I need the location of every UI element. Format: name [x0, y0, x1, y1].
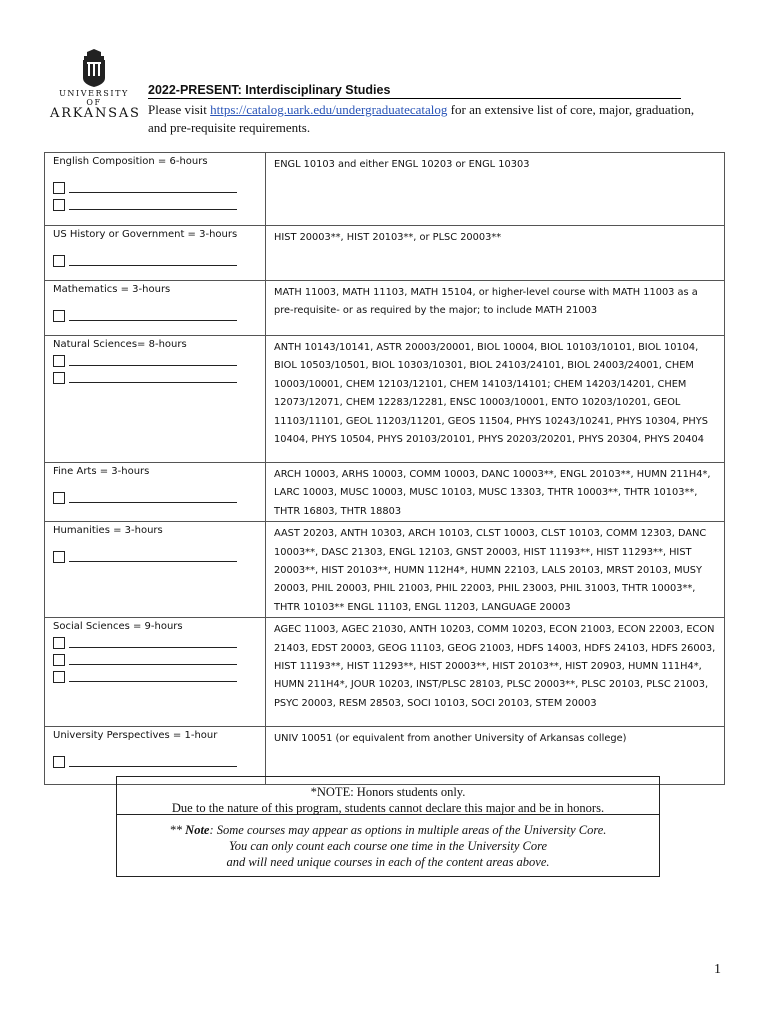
university-logo	[50, 48, 141, 121]
logo-line-arkansas: ARKANSAS	[50, 106, 141, 121]
area-cell	[45, 522, 266, 618]
checkbox[interactable]	[53, 756, 65, 768]
notes-box	[116, 776, 660, 877]
checkbox[interactable]	[53, 182, 65, 194]
university-seal-icon	[79, 48, 109, 88]
area-cell	[45, 153, 266, 226]
course-options-cell	[266, 522, 725, 618]
course-entry[interactable]	[53, 651, 259, 668]
area-label: Humanities = 3-hours	[53, 525, 163, 537]
checkbox[interactable]	[53, 372, 65, 384]
course-blank-line[interactable]	[69, 492, 237, 503]
course-entry[interactable]	[53, 307, 259, 324]
intro-suffix: for an extensive list of core, major, graduation, and pre-requisite requirements.	[148, 102, 695, 135]
requirements-table	[44, 152, 725, 785]
course-blank-line[interactable]	[69, 182, 237, 193]
course-options-text: MATH 11003, MATH 11103, MATH 15104, or higher-level course with MATH 11003 as a pre-requisite- or as required by the major; to include MATH 21003	[274, 287, 698, 317]
checkbox[interactable]	[53, 355, 65, 367]
area-label: English Composition = 6-hours	[53, 156, 208, 167]
requirement-row	[45, 618, 725, 727]
page-number: 1	[714, 962, 721, 977]
core-note-line-1	[117, 822, 659, 838]
course-blank-line[interactable]	[69, 671, 237, 682]
core-note-line-2: You can only count each course one time in the University Core	[228, 839, 548, 853]
core-note-bold: Note	[185, 823, 210, 837]
course-options-cell	[266, 281, 725, 336]
course-blank-line[interactable]	[69, 199, 237, 210]
area-label: Natural Sciences= 8-hours	[53, 339, 187, 350]
course-entry[interactable]	[53, 352, 259, 369]
course-entry[interactable]	[53, 668, 259, 685]
area-cell	[45, 281, 266, 336]
course-entry[interactable]	[53, 548, 259, 565]
course-blank-line[interactable]	[69, 551, 237, 562]
page-title: 2022-PRESENT: Interdisciplinary Studies	[148, 83, 681, 99]
course-blank-line[interactable]	[69, 637, 237, 648]
checkbox[interactable]	[53, 199, 65, 211]
course-blank-line[interactable]	[69, 310, 237, 321]
catalog-link[interactable]: https://catalog.uark.edu/undergraduatecatalog	[210, 102, 448, 117]
area-label: US History or Government = 3-hours	[53, 229, 238, 240]
checkbox[interactable]	[53, 551, 65, 563]
course-options-text: ANTH 10143/10141, ASTR 20003/20001, BIOL 10004, BIOL 10103/10101, BIOL 10104, BIOL 10503/10501, BIOL 10303/10301, BIOL 24103/24101, BIOL 24003/24001, CHEM 10003/10001, CHEM 12103/12101, CHEM 14103/14101; CHEM 14203/14201, CHEM 12073/12071, CHEM 12283/12281, ENSC 10003/10001, ENTO 10203/10201, GEOL 11103/11101, GEOL 11203/11201, GEOS 11504, PHYS 10243/10241, PHYS 10304, PHYS 10404, PHYS 10504, PHYS 20103/20101, PHYS 20203/20201, PHYS 20304, PHYS 20404	[274, 342, 708, 446]
course-blank-line[interactable]	[69, 654, 237, 665]
course-entry[interactable]	[53, 634, 259, 651]
requirement-row	[45, 336, 725, 463]
area-label: Mathematics = 3-hours	[53, 284, 171, 295]
requirement-row	[45, 522, 725, 618]
course-options-cell	[266, 463, 725, 522]
course-entry[interactable]	[53, 179, 259, 196]
course-entry[interactable]	[53, 369, 259, 386]
checkbox[interactable]	[53, 255, 65, 267]
course-blank-line[interactable]	[69, 372, 237, 383]
honors-note-title: *NOTE: Honors students only.	[310, 785, 466, 799]
checkbox[interactable]	[53, 637, 65, 649]
intro-prefix: Please visit	[148, 102, 211, 117]
area-label: Fine Arts = 3-hours	[53, 466, 150, 477]
honors-note-body: Due to the nature of this program, students cannot declare this major and be in honors.	[171, 801, 605, 815]
requirement-row	[45, 463, 725, 522]
course-options-text: HIST 20003**, HIST 20103**, or PLSC 20003**	[274, 232, 502, 243]
course-entry[interactable]	[53, 489, 259, 506]
area-cell	[45, 618, 266, 727]
course-blank-line[interactable]	[69, 255, 237, 266]
course-options-text: ARCH 10003, ARHS 10003, COMM 10003, DANC 10003**, ENGL 20103**, HUMN 211H4*, LARC 10003, MUSC 10003, MUSC 10103, MUSC 13303, THTR 10003**, THTR 10103**, THTR 16803, THTR 18803	[274, 469, 711, 517]
course-options-text: UNIV 10051 (or equivalent from another University of Arkansas college)	[274, 733, 627, 745]
checkbox[interactable]	[53, 671, 65, 683]
area-cell	[45, 336, 266, 463]
core-note-prefix: **	[169, 823, 186, 837]
logo-line-university: UNIVERSITY OF	[59, 89, 129, 107]
course-options-cell	[266, 153, 725, 226]
core-note	[117, 815, 659, 870]
core-note-line-3: and will need unique courses in each of the content areas above.	[226, 855, 550, 869]
requirement-row	[45, 226, 725, 281]
honors-note	[117, 777, 659, 815]
requirement-row	[45, 153, 725, 226]
area-cell	[45, 226, 266, 281]
course-entry[interactable]	[53, 252, 259, 269]
course-options-text: AGEC 11003, AGEC 21030, ANTH 10203, COMM 10203, ECON 21003, ECON 22003, ECON 21403, EDST 20003, GEOG 11103, GEOG 21003, HDFS 14003, HDFS 24103, HDFS 26003, HIST 11193**, HIST 11293**, HIST 20003**, HIST 20103**, HIST 20903, HUMN 111H4*, HUMN 211H4*, JOUR 10203, INST/PLSC 28103, PLSC 20003**, PLSC 20103, PLSC 21003, PSYC 20003, RESM 28503, SOCI 10103, SOCI 20103, STEM 20003	[274, 624, 716, 709]
checkbox[interactable]	[53, 310, 65, 322]
course-options-cell	[266, 336, 725, 463]
course-options-cell	[266, 618, 725, 727]
course-entry[interactable]	[53, 196, 259, 213]
course-options-text: ENGL 10103 and either ENGL 10203 or ENGL 10303	[274, 159, 530, 170]
requirement-row	[45, 281, 725, 336]
course-entry[interactable]	[53, 753, 259, 770]
course-blank-line[interactable]	[69, 355, 237, 366]
course-options-text: AAST 20203, ANTH 10303, ARCH 10103, CLST 10003, CLST 10103, COMM 12303, DANC 10003**, DASC 21303, ENGL 12103, GNST 20003, HIST 11193**, HIST 11293**, HIST 20003**, HIST 20103**, HUMN 112H4*, HUMN 22103, LALS 20103, MRST 20103, MUSY 20003, PHIL 20003, PHIL 21003, PHIL 22003, PHIL 23003, PHIL 31003, THTR 10003**, THTR 10103** ENGL 11103, ENGL 11203, LANGUAGE 20003	[274, 528, 707, 613]
course-options-cell	[266, 226, 725, 281]
core-note-rest: : Some courses may appear as options in multiple areas of the University Core.	[209, 823, 607, 837]
area-label: University Perspectives = 1-hour	[53, 730, 218, 742]
area-cell	[45, 463, 266, 522]
checkbox[interactable]	[53, 654, 65, 666]
course-blank-line[interactable]	[69, 756, 237, 767]
checkbox[interactable]	[53, 492, 65, 504]
area-label: Social Sciences = 9-hours	[53, 621, 183, 633]
intro-text	[148, 101, 708, 137]
